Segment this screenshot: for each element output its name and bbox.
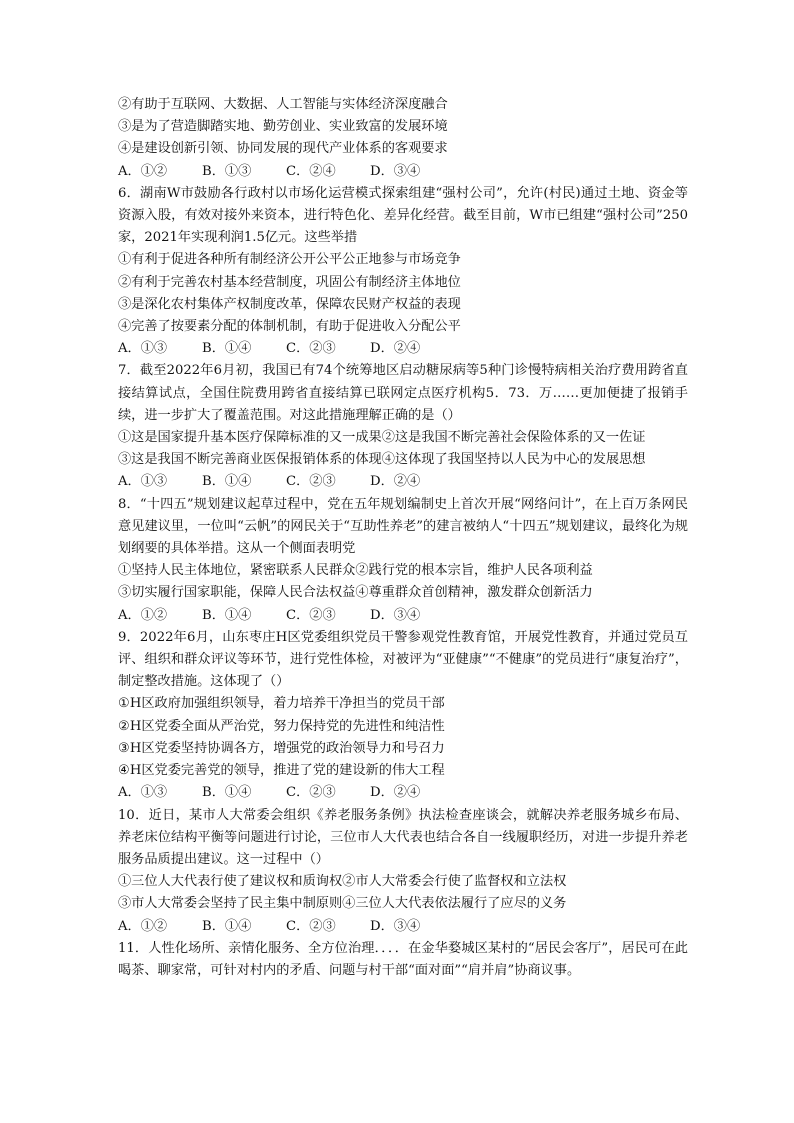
question-9 [118, 627, 688, 805]
question-stem: 9．2022年6月，山东枣庄H区党委组织党员干警参观党性教育馆，开展党性教育，并通过党员互评、组织和群众评议等环节，进行党性体检，对被评为“亚健康”“不健康”的党员进行“康复治疗”，制定整改措施。这体现了（） [118, 629, 688, 690]
option-c: C．②③ [286, 607, 336, 623]
statement: ④H区党委完善党的领导，推进了党的建设新的伟大工程 [118, 763, 445, 779]
statement: ①有利于促进各种所有制经济公开公平公正地参与市场竞争 [118, 252, 461, 268]
question-8 [118, 494, 688, 627]
option-a: A．①③ [118, 341, 168, 357]
option-c: C．②③ [286, 341, 336, 357]
question-7 [118, 360, 688, 493]
option-b: B．①④ [202, 607, 252, 623]
option-a: A．①③ [118, 785, 168, 801]
answer-options [118, 471, 688, 493]
option-d: D．②④ [370, 474, 421, 490]
option-a: A．①② [118, 607, 168, 623]
option-c: C．②③ [286, 918, 336, 934]
answer-options [118, 605, 688, 627]
statement: ②有利于完善农村基本经营制度，巩固公有制经济主体地位 [118, 274, 461, 290]
question-stem: 11．人性化场所、亲情化服务、全方位治理．．．．在金华婺城区某村的“居民会客厅”，居民可在此喝茶、聊家常，可针对村内的矛盾、问题与村干部“面对面”“肩并肩”协商议事。 [118, 940, 688, 978]
option-c: C．②④ [286, 163, 336, 179]
question-stem: 8．“十四五”规划建议起草过程中，党在五年规划编制史上首次开展“网络问计”，在上百万条网民意见建议里，一位叫“云帆”的网民关于“互助性养老”的建言被纳人“十四五”规划建议，最终化为规划纲要的具体举措。这从一个侧面表明党 [118, 496, 688, 557]
question-5-continuation [118, 94, 688, 183]
statement: ③是深化农村集体产权制度改革，保障农民财产权益的表现 [118, 296, 461, 312]
option-a: A．①② [118, 918, 168, 934]
option-b: B．①④ [202, 474, 252, 490]
statement: ①H区政府加强组织领导，着力培养干净担当的党员干部 [118, 696, 445, 712]
option-a: A．①② [118, 163, 168, 179]
option-d: D．②④ [370, 341, 421, 357]
option-d: D．③④ [370, 163, 421, 179]
answer-options [118, 338, 688, 360]
question-11 [118, 938, 688, 982]
option-c: C．②③ [286, 785, 336, 801]
answer-options [118, 782, 688, 804]
statement: ②有助于互联网、大数据、人工智能与实体经济深度融合 [118, 97, 448, 112]
option-b: B．①④ [202, 918, 252, 934]
question-10 [118, 805, 688, 938]
statement: ④完善了按要素分配的体制机制，有助于促进收入分配公平 [118, 319, 461, 335]
statement: ①三位人大代表行使了建议权和质询权②市人大常委会行使了监督权和立法权 [118, 874, 567, 890]
question-6 [118, 183, 688, 361]
option-d: D．②④ [370, 785, 421, 801]
statement: ①坚持人民主体地位，紧密联系人民群众②践行党的根本宗旨，维护人民各项利益 [118, 563, 593, 579]
exam-page [118, 94, 688, 982]
question-stem: 7．截至2022年6月初，我国已有74个统筹地区启动糖尿病等5种门诊慢特病相关治疗费用跨省直接结算试点，全国住院费用跨省直接结算已联网定点医疗机构5．73．万……更加便捷了报销手续，进一步扩大了覆盖范围。对这此措施理解正确的是（） [118, 363, 688, 423]
statement: ②H区党委全面从严治党，努力保持党的先进性和纯洁性 [118, 718, 445, 734]
option-b: B．①④ [202, 785, 252, 801]
statement: ③市人大常委会坚持了民主集中制原则④三位人大代表依法履行了应尽的义务 [118, 896, 567, 912]
statement: ③这是我国不断完善商业医保报销体系的体现④这体现了我国坚持以人民为中心的发展思想 [118, 452, 646, 468]
answer-options [118, 161, 688, 183]
option-a: A．①③ [118, 474, 168, 490]
option-d: D．③④ [370, 918, 421, 934]
question-stem: 6．湖南W市鼓励各行政村以市场化运营模式探索组建“强村公司”，允许(村民)通过土地、资金等资源入股，有效对接外来资本，进行特色化、差异化经营。截至目前，W市已组建“强村公司”250家，2021年实现利润1.5亿元。这些举措 [118, 185, 688, 246]
statement: ③是为了营造脚踏实地、勤劳创业、实业致富的发展环境 [118, 119, 448, 135]
question-stem: 10．近日，某市人大常委会组织《养老服务条例》执法检查座谈会，就解决养老服务城乡布局、养老床位结构平衡等问题进行讨论，三位市人大代表也结合各自一线履职经历，对进一步提升养老服务品质提出建议。这一过程中（） [118, 807, 688, 867]
statement: ③切实履行国家职能，保障人民合法权益④尊重群众首创精神，激发群众创新活力 [118, 585, 593, 601]
option-b: B．①④ [202, 341, 252, 357]
statement: ④是建设创新引领、协同发展的现代产业体系的客观要求 [118, 141, 448, 157]
answer-options [118, 916, 688, 938]
statement: ①这是国家提升基本医疗保障标准的又一成果②这是我国不断完善社会保险体系的又一佐证 [118, 430, 646, 446]
option-d: D．③④ [370, 607, 421, 623]
option-c: C．②③ [286, 474, 336, 490]
option-b: B．①③ [202, 163, 252, 179]
statement: ③H区党委坚持协调各方，增强党的政治领导力和号召力 [118, 740, 445, 756]
